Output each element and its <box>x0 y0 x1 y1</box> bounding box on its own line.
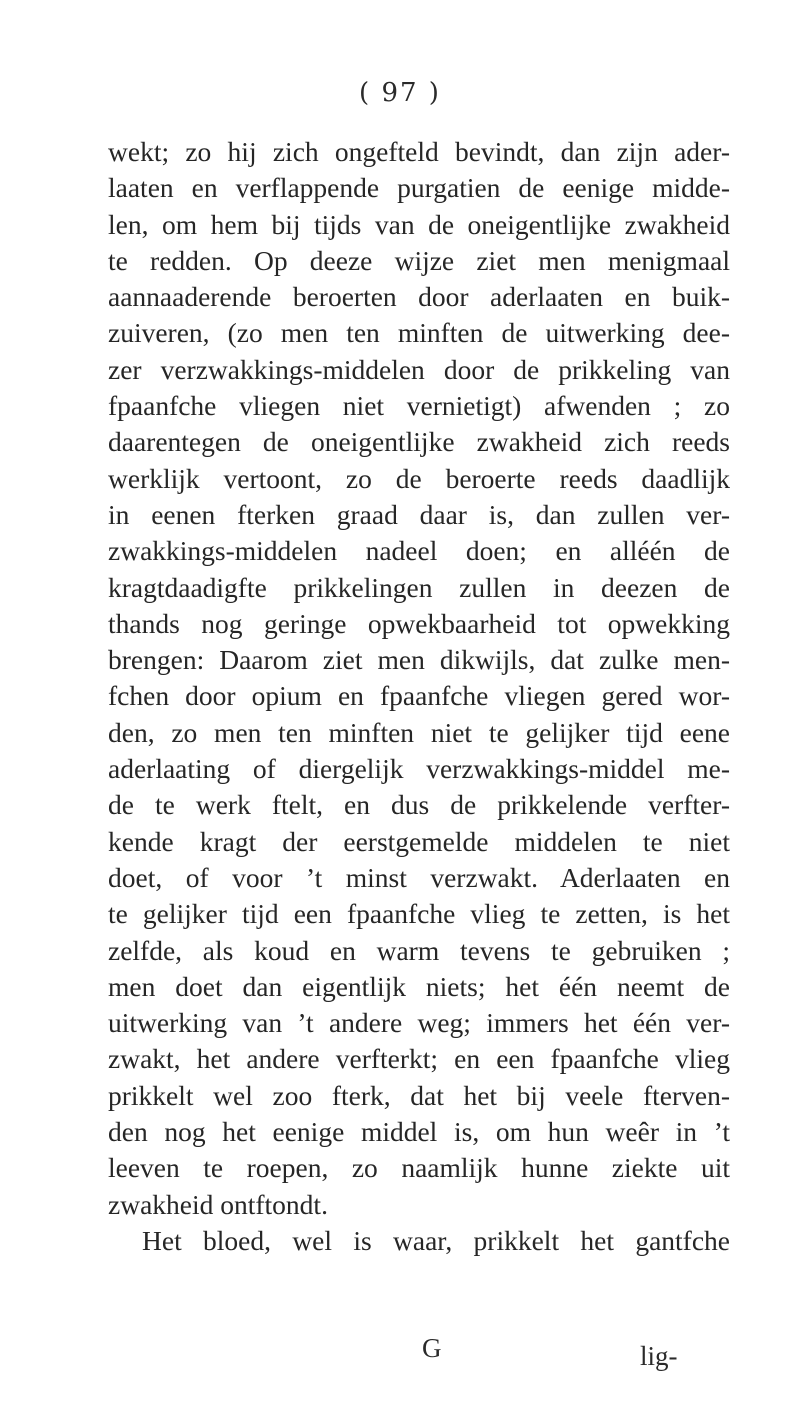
text-line: leeven te roepen, zo naamlijk hunne ziekte uit <box>108 1152 730 1184</box>
text-line: de te werk ftelt, en dus de prikkelende verfter- <box>108 789 730 821</box>
text-line: te gelijker tijd een fpaanfche vlieg te zetten, is het <box>108 898 730 930</box>
page-footer <box>0 1333 800 1403</box>
text-line: den, zo men ten minften niet te gelijker tijd eene <box>108 716 730 748</box>
text-line: fchen door opium en fpaanfche vliegen gered wor- <box>108 680 730 712</box>
paragraph-end-line: zwakheid ontftondt. <box>108 1188 328 1220</box>
page-number: ( 97 ) <box>359 78 441 108</box>
text-line: zwakt, het andere verfterkt; en een fpaanfche vlieg <box>108 1043 730 1075</box>
text-line: aannaaderende beroerten door aderlaaten en buik- <box>108 281 730 313</box>
text-line: te redden. Op deeze wijze ziet men menigmaal <box>108 244 730 276</box>
text-line: zwakkings-middelen nadeel doen; en alléén de <box>108 535 730 567</box>
text-line: laaten en verflappende purgatien de eenige midde- <box>108 172 730 204</box>
text-line: doet, of voor ’t minst verzwakt. Aderlaaten en <box>108 861 730 893</box>
text-line: kragtdaadigfte prikkelingen zullen in deezen de <box>108 571 730 603</box>
text-line: len, om hem bij tijds van de oneigentlijke zwakheid <box>108 208 730 240</box>
text-line: zer verzwakkings-middelen door de prikkeling van <box>108 353 730 385</box>
text-line: men doet dan eigentlijk niets; het één neemt de <box>108 970 730 1002</box>
text-line: zelfde, als koud en warm tevens te gebruiken ; <box>108 934 730 966</box>
text-line: kende kragt der eerstgemelde middelen te niet <box>108 825 730 857</box>
text-line: prikkelt wel zoo fterk, dat het bij veele fterven- <box>108 1079 730 1111</box>
catchword: lig- <box>640 1341 678 1371</box>
body-text <box>108 134 730 1259</box>
text-line: zuiveren, (zo men ten minften de uitwerking dee- <box>108 317 730 349</box>
text-line: wekt; zo hij zich ongefteld bevindt, dan zijn ader- <box>108 136 730 167</box>
text-line: uitwerking van ’t andere weg; immers het één ver- <box>108 1007 730 1039</box>
text-line: fpaanfche vliegen niet vernietigt) afwenden ; zo <box>108 390 730 422</box>
text-line: aderlaating of diergelijk verzwakkings-middel me- <box>108 753 730 785</box>
text-line: thands nog geringe opwekbaarheid tot opwekking <box>108 607 730 639</box>
text-line: den nog het eenige middel is, om hun weêr in ’t <box>108 1116 730 1148</box>
text-line: daarentegen de oneigentlijke zwakheid zich reeds <box>108 426 730 458</box>
paragraph-start-line: Het bloed, wel is waar, prikkelt het gantfche <box>142 1224 730 1256</box>
text-line: brengen: Daarom ziet men dikwijls, dat zulke men- <box>108 644 730 676</box>
text-line: werklijk vertoont, zo de beroerte reeds daadlijk <box>108 462 730 494</box>
signature-mark: G <box>422 1333 442 1363</box>
text-line: in eenen fterken graad daar is, dan zullen ver- <box>108 498 730 530</box>
